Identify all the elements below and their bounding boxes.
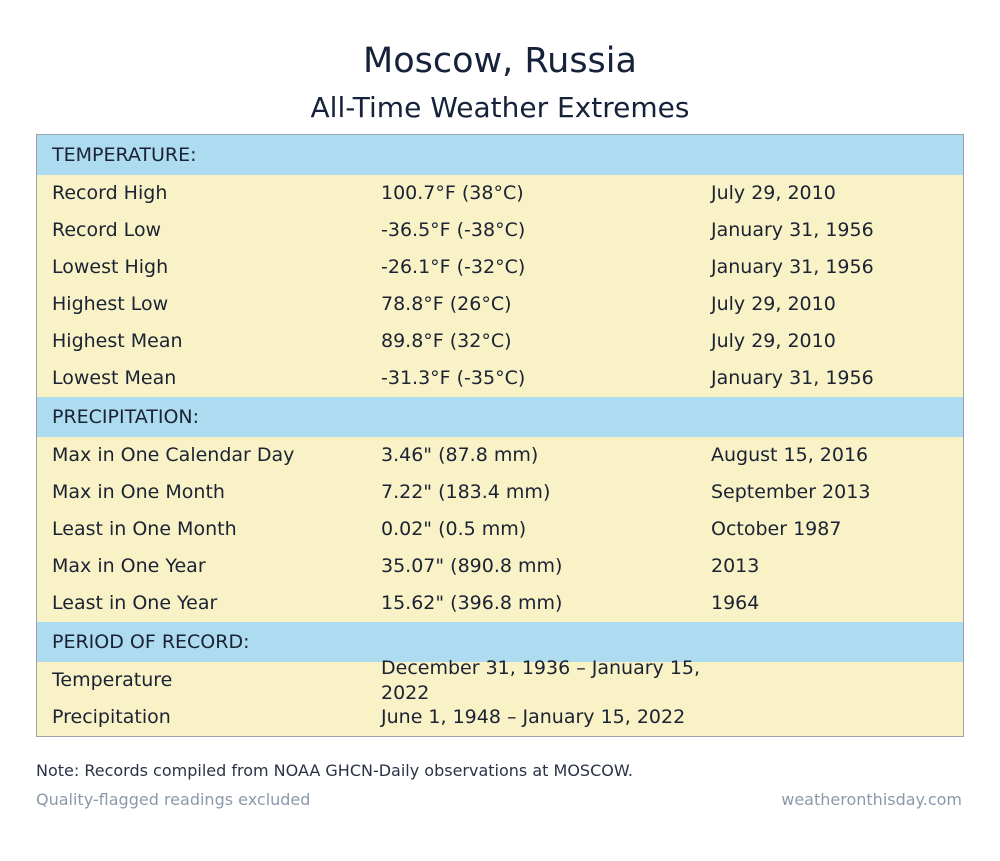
row-date: July 29, 2010 <box>711 182 836 204</box>
row-label: Lowest Mean <box>52 367 177 389</box>
table-row <box>37 249 963 286</box>
row-date: January 31, 1956 <box>711 256 874 278</box>
table-row <box>37 360 963 397</box>
row-value: 78.8°F (26°C) <box>381 293 512 315</box>
table-row <box>37 323 963 360</box>
row-value: 3.46" (87.8 mm) <box>381 444 539 466</box>
table-row <box>37 175 963 212</box>
section-heading: PERIOD OF RECORD: <box>52 631 250 653</box>
row-date: 1964 <box>711 592 760 614</box>
quality-flag-note: Quality-flagged readings excluded <box>36 790 311 809</box>
row-value: 35.07" (890.8 mm) <box>381 555 563 577</box>
row-value: 0.02" (0.5 mm) <box>381 518 527 540</box>
row-date: August 15, 2016 <box>711 444 869 466</box>
row-label: Record Low <box>52 219 162 241</box>
footnote: Note: Records compiled from NOAA GHCN-Daily observations at MOSCOW. <box>36 761 633 780</box>
row-date: 2013 <box>711 555 760 577</box>
table-row <box>37 585 963 622</box>
row-value: 100.7°F (38°C) <box>381 182 524 204</box>
table-row <box>37 657 963 704</box>
page-subtitle: All-Time Weather Extremes <box>310 91 690 124</box>
section-heading: TEMPERATURE: <box>52 144 197 166</box>
row-label: Least in One Month <box>52 518 237 540</box>
row-label: Max in One Calendar Day <box>52 444 295 466</box>
row-label: Least in One Year <box>52 592 218 614</box>
row-value: June 1, 1948 – January 15, 2022 <box>381 706 686 728</box>
row-label: Record High <box>52 182 168 204</box>
row-value: -31.3°F (-35°C) <box>381 367 526 389</box>
section-header-temperature <box>37 135 963 175</box>
row-value: -36.5°F (-38°C) <box>381 219 526 241</box>
section-header-precipitation <box>37 397 963 437</box>
row-label: Max in One Year <box>52 555 206 577</box>
table-row <box>37 548 963 585</box>
source-credit: weatheronthisday.com <box>781 790 962 809</box>
row-label: Max in One Month <box>52 481 225 503</box>
table-row <box>37 437 963 474</box>
row-label: Highest Low <box>52 293 169 315</box>
row-date: January 31, 1956 <box>711 367 874 389</box>
row-value: 7.22" (183.4 mm) <box>381 481 551 503</box>
section-heading: PRECIPITATION: <box>52 406 200 428</box>
table-row <box>37 286 963 323</box>
row-value: 89.8°F (32°C) <box>381 330 512 352</box>
row-label: Precipitation <box>52 706 171 728</box>
row-date: January 31, 1956 <box>711 219 874 241</box>
row-label: Lowest High <box>52 256 169 278</box>
page-title: Moscow, Russia <box>363 41 637 81</box>
table-row <box>37 699 963 736</box>
extremes-table <box>36 134 964 737</box>
row-label: Highest Mean <box>52 330 183 352</box>
row-value: 15.62" (396.8 mm) <box>381 592 563 614</box>
row-label: Temperature <box>52 669 173 691</box>
row-date: July 29, 2010 <box>711 330 836 352</box>
row-value: -26.1°F (-32°C) <box>381 256 526 278</box>
row-value: December 31, 1936 – January 15, 2022 <box>381 657 701 704</box>
table-row <box>37 511 963 548</box>
row-date: September 2013 <box>711 481 871 503</box>
row-date: July 29, 2010 <box>711 293 836 315</box>
table-row <box>37 212 963 249</box>
table-row <box>37 474 963 511</box>
row-date: October 1987 <box>711 518 842 540</box>
